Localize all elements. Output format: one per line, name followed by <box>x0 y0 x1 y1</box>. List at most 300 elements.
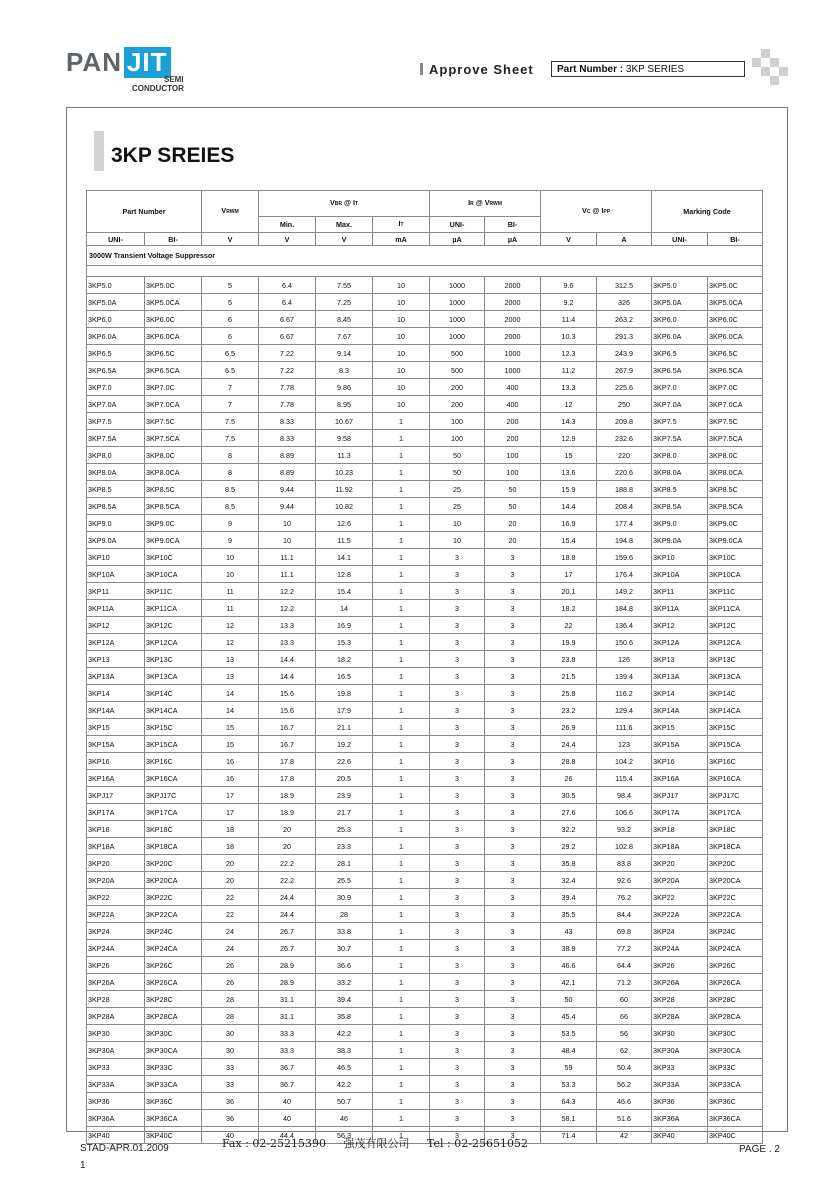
table-cell: 10.82 <box>316 498 373 515</box>
table-cell: 3KP18CA <box>708 838 763 855</box>
table-cell: 7 <box>202 396 259 413</box>
table-cell: 3KP7.5 <box>87 413 145 430</box>
table-cell: 33.2 <box>316 974 373 991</box>
table-cell: 3KP5.0A <box>652 294 708 311</box>
table-cell: 13.6 <box>541 464 597 481</box>
table-cell: 3KP13C <box>145 651 202 668</box>
table-cell: 23.3 <box>316 838 373 855</box>
table-cell: 3 <box>485 583 541 600</box>
table-cell: 3KP8.0C <box>708 447 763 464</box>
table-cell: 23.2 <box>541 702 597 719</box>
table-cell: 3KP14 <box>87 685 145 702</box>
table-cell: 3KP14A <box>87 702 145 719</box>
table-cell: 3KP11A <box>652 600 708 617</box>
table-cell: 7.22 <box>259 362 316 379</box>
table-cell: 3KP8.5CA <box>145 498 202 515</box>
table-cell: 3KP5.0 <box>652 277 708 294</box>
table-cell: 3KP8.5C <box>708 481 763 498</box>
table-row <box>87 770 763 787</box>
table-row <box>87 719 763 736</box>
table-cell: 19.8 <box>316 685 373 702</box>
th-ir: IR @ VRWM <box>430 191 541 217</box>
table-cell: 3KP22A <box>87 906 145 923</box>
table-cell: 3 <box>430 838 485 855</box>
table-cell: 3KP28A <box>652 1008 708 1025</box>
table-cell: 33.8 <box>316 923 373 940</box>
table-cell: 21.1 <box>316 719 373 736</box>
table-cell: 17.8 <box>259 753 316 770</box>
table-cell: 3KP16A <box>87 770 145 787</box>
table-cell: 51.6 <box>597 1110 652 1127</box>
table-cell: 6.67 <box>259 328 316 345</box>
table-cell: 17.9 <box>316 702 373 719</box>
table-cell: 7 <box>202 379 259 396</box>
table-cell: 3KP17CA <box>145 804 202 821</box>
table-cell: 10 <box>259 515 316 532</box>
table-row <box>87 991 763 1008</box>
table-cell: 3KP10CA <box>708 566 763 583</box>
table-cell: 1000 <box>430 277 485 294</box>
table-row <box>87 566 763 583</box>
footer-number: 1 <box>80 1160 86 1171</box>
table-cell: 20 <box>485 532 541 549</box>
table-row <box>87 702 763 719</box>
table-cell: 6.5 <box>202 345 259 362</box>
table-cell: 3KP12CA <box>708 634 763 651</box>
table-cell: 30.5 <box>541 787 597 804</box>
table-cell: 3KP15 <box>87 719 145 736</box>
table-cell: 3KP20C <box>145 855 202 872</box>
table-cell: 26.7 <box>259 940 316 957</box>
table-cell: 3 <box>430 753 485 770</box>
table-cell: 3KP7.0A <box>652 396 708 413</box>
table-cell: 6 <box>202 328 259 345</box>
table-cell: 31.1 <box>259 991 316 1008</box>
table-cell: 3KP15 <box>652 719 708 736</box>
table-cell: 9.86 <box>316 379 373 396</box>
table-cell: 53.3 <box>541 1076 597 1093</box>
table-cell: 56 <box>597 1025 652 1042</box>
table-cell: 40 <box>259 1110 316 1127</box>
table-cell: 400 <box>485 379 541 396</box>
table-cell: 46.5 <box>316 1059 373 1076</box>
table-cell: 10 <box>373 328 430 345</box>
table-cell: 3KP20A <box>87 872 145 889</box>
table-cell: 3KP15C <box>145 719 202 736</box>
table-cell: 46.6 <box>541 957 597 974</box>
table-cell: 3KP13A <box>87 668 145 685</box>
table-cell: 3KP18 <box>87 821 145 838</box>
table-cell: 3 <box>485 549 541 566</box>
table-cell: 3 <box>430 549 485 566</box>
table-cell: 3KP20CA <box>145 872 202 889</box>
table-cell: 3KP20 <box>652 855 708 872</box>
table-cell: 3KP15C <box>708 719 763 736</box>
table-cell: 3KP16C <box>708 753 763 770</box>
table-cell: 3KP8.5CA <box>708 498 763 515</box>
approve-sheet-label <box>420 62 534 77</box>
table-cell: 1 <box>373 855 430 872</box>
table-cell: 5 <box>202 294 259 311</box>
th-vbr: VBR @ IT <box>259 191 430 217</box>
table-cell: 3KP14C <box>145 685 202 702</box>
th-unit-v1: V <box>202 233 259 246</box>
table-cell: 1 <box>373 413 430 430</box>
table-cell: 15.6 <box>259 702 316 719</box>
table-cell: 3KP24CA <box>708 940 763 957</box>
table-cell: 3KP22C <box>708 889 763 906</box>
table-cell: 3KP26A <box>87 974 145 991</box>
table-cell: 18.9 <box>259 787 316 804</box>
table-cell: 3KP14CA <box>708 702 763 719</box>
table-cell: 3KP33A <box>87 1076 145 1093</box>
table-cell: 19.9 <box>541 634 597 651</box>
table-row <box>87 1059 763 1076</box>
table-cell: 10 <box>373 277 430 294</box>
table-row <box>87 685 763 702</box>
table-cell: 18 <box>202 821 259 838</box>
table-cell: 3KP36A <box>652 1110 708 1127</box>
table-cell: 3KP16 <box>87 753 145 770</box>
table-cell: 3 <box>430 566 485 583</box>
table-cell: 3KP30CA <box>708 1042 763 1059</box>
table-cell: 40 <box>259 1093 316 1110</box>
table-cell: 9 <box>202 532 259 549</box>
spec-table <box>86 190 763 1144</box>
table-cell: 1 <box>373 770 430 787</box>
table-cell: 10 <box>430 515 485 532</box>
table-cell: 50.4 <box>597 1059 652 1076</box>
table-cell: 7.22 <box>259 345 316 362</box>
table-cell: 1 <box>373 1042 430 1059</box>
table-cell: 3KP30 <box>652 1025 708 1042</box>
table-cell: 13 <box>202 651 259 668</box>
table-cell: 3KP14A <box>652 702 708 719</box>
table-cell: 3KP13CA <box>708 668 763 685</box>
table-cell: 48.4 <box>541 1042 597 1059</box>
table-cell: 3KP11C <box>145 583 202 600</box>
table-cell: 3KP22 <box>87 889 145 906</box>
table-cell: 8.33 <box>259 430 316 447</box>
table-cell: 3KP12A <box>87 634 145 651</box>
footer-doc-code: STAD-APR.01.2009 <box>80 1143 169 1154</box>
table-cell: 23.9 <box>316 787 373 804</box>
table-cell: 28.9 <box>259 957 316 974</box>
table-row <box>87 1042 763 1059</box>
table-cell: 46.6 <box>597 1093 652 1110</box>
table-cell: 1 <box>373 668 430 685</box>
table-cell: 3KP7.0C <box>708 379 763 396</box>
table-cell: 8.3 <box>316 362 373 379</box>
table-cell: 3KP33C <box>145 1059 202 1076</box>
table-cell: 3KP16A <box>652 770 708 787</box>
table-cell: 3 <box>485 1093 541 1110</box>
table-cell: 6.5 <box>202 362 259 379</box>
table-row <box>87 855 763 872</box>
table-cell: 3KP6.5 <box>652 345 708 362</box>
table-cell: 3KP26A <box>652 974 708 991</box>
table-cell: 3KP9.0CA <box>145 532 202 549</box>
table-row <box>87 974 763 991</box>
table-cell: 3KP18A <box>87 838 145 855</box>
table-cell: 3KP36 <box>87 1093 145 1110</box>
table-cell: 13.3 <box>259 617 316 634</box>
table-cell: 3KPJ17C <box>145 787 202 804</box>
table-cell: 3 <box>485 1127 541 1144</box>
table-cell: 3 <box>485 719 541 736</box>
table-cell: 3KP5.0CA <box>708 294 763 311</box>
table-cell: 5 <box>202 277 259 294</box>
table-cell: 3KP6.5CA <box>708 362 763 379</box>
table-cell: 3 <box>485 1076 541 1093</box>
table-cell: 3 <box>430 668 485 685</box>
table-cell: 3KP10CA <box>145 566 202 583</box>
table-cell: 100 <box>430 430 485 447</box>
th-vrwm: VRWM <box>202 191 259 233</box>
table-cell: 3KP6.0 <box>652 311 708 328</box>
table-cell: 3KP7.0 <box>652 379 708 396</box>
table-cell: 104.2 <box>597 753 652 770</box>
table-cell: 33 <box>202 1059 259 1076</box>
table-cell: 69.8 <box>597 923 652 940</box>
table-row <box>87 889 763 906</box>
table-cell: 3 <box>430 651 485 668</box>
table-cell: 93.2 <box>597 821 652 838</box>
table-cell: 3KP6.5 <box>87 345 145 362</box>
table-cell: 3KP20 <box>87 855 145 872</box>
table-cell: 22.2 <box>259 872 316 889</box>
table-cell: 116.2 <box>597 685 652 702</box>
table-cell: 3KP17A <box>87 804 145 821</box>
table-cell: 149.2 <box>597 583 652 600</box>
table-cell: 1 <box>373 906 430 923</box>
table-cell: 84.4 <box>597 906 652 923</box>
table-cell: 7.5 <box>202 430 259 447</box>
table-cell: 3KP9.0A <box>652 532 708 549</box>
table-row <box>87 447 763 464</box>
table-cell: 3KP14 <box>652 685 708 702</box>
table-cell: 3 <box>485 668 541 685</box>
table-row <box>87 804 763 821</box>
table-row <box>87 413 763 430</box>
footer-contact <box>222 1135 528 1151</box>
table-row <box>87 515 763 532</box>
table-cell: 22.6 <box>316 753 373 770</box>
table-cell: 35.5 <box>541 906 597 923</box>
table-cell: 3KP7.5A <box>87 430 145 447</box>
table-cell: 3KP22C <box>145 889 202 906</box>
table-cell: 1 <box>373 566 430 583</box>
table-cell: 3KP18C <box>708 821 763 838</box>
table-cell: 28 <box>316 906 373 923</box>
table-cell: 1 <box>373 1008 430 1025</box>
table-row <box>87 1008 763 1025</box>
table-cell: 11.2 <box>541 362 597 379</box>
table-cell: 3KP7.0 <box>87 379 145 396</box>
table-cell: 3KP12C <box>145 617 202 634</box>
table-row <box>87 396 763 413</box>
table-row <box>87 600 763 617</box>
table-cell: 200 <box>485 430 541 447</box>
table-cell: 232.6 <box>597 430 652 447</box>
table-cell: 3 <box>430 940 485 957</box>
table-cell: 14 <box>316 600 373 617</box>
table-cell: 1 <box>373 583 430 600</box>
table-cell: 12 <box>202 634 259 651</box>
table-cell: 12 <box>202 617 259 634</box>
table-cell: 10.23 <box>316 464 373 481</box>
table-cell: 18.2 <box>316 651 373 668</box>
table-cell: 33.3 <box>259 1025 316 1042</box>
table-row <box>87 583 763 600</box>
table-cell: 9.2 <box>541 294 597 311</box>
table-cell: 10 <box>373 294 430 311</box>
table-cell: 17 <box>202 787 259 804</box>
table-cell: 3KP36CA <box>708 1110 763 1127</box>
table-cell: 3 <box>485 753 541 770</box>
table-cell: 150.6 <box>597 634 652 651</box>
table-cell: 21.5 <box>541 668 597 685</box>
table-cell: 3KP5.0CA <box>145 294 202 311</box>
table-cell: 3 <box>485 872 541 889</box>
table-cell: 3KP33CA <box>708 1076 763 1093</box>
table-cell: 220.6 <box>597 464 652 481</box>
table-cell: 58.1 <box>541 1110 597 1127</box>
table-cell: 3 <box>430 702 485 719</box>
table-cell: 15.4 <box>541 532 597 549</box>
th-unit-a: A <box>597 233 652 246</box>
table-cell: 16.5 <box>316 668 373 685</box>
table-cell: 8 <box>202 464 259 481</box>
table-cell: 3KP26C <box>145 957 202 974</box>
table-cell: 111.6 <box>597 719 652 736</box>
table-cell: 44.4 <box>259 1127 316 1144</box>
table-cell: 3 <box>485 804 541 821</box>
th-unit-v4: V <box>541 233 597 246</box>
table-cell: 1 <box>373 889 430 906</box>
table-cell: 12 <box>541 396 597 413</box>
th-unit-ma: mA <box>373 233 430 246</box>
table-cell: 243.9 <box>597 345 652 362</box>
table-cell: 7.55 <box>316 277 373 294</box>
table-cell: 30.7 <box>316 940 373 957</box>
table-cell: 3 <box>430 1059 485 1076</box>
table-cell: 27.6 <box>541 804 597 821</box>
table-cell: 22 <box>202 889 259 906</box>
table-cell: 3KP33CA <box>145 1076 202 1093</box>
table-cell: 3 <box>485 685 541 702</box>
table-cell: 11.5 <box>316 532 373 549</box>
table-cell: 3 <box>430 872 485 889</box>
table-cell: 3 <box>430 685 485 702</box>
table-cell: 98.4 <box>597 787 652 804</box>
table-cell: 40 <box>202 1127 259 1144</box>
table-cell: 3KP36 <box>652 1093 708 1110</box>
table-cell: 3 <box>485 600 541 617</box>
table-cell: 3KP33A <box>652 1076 708 1093</box>
table-cell: 6.4 <box>259 294 316 311</box>
table-cell: 10 <box>373 311 430 328</box>
table-cell: 3KP15A <box>87 736 145 753</box>
table-cell: 39.4 <box>541 889 597 906</box>
table-cell: 3KP7.5 <box>652 413 708 430</box>
table-cell: 3KP11 <box>87 583 145 600</box>
table-cell: 3KP24C <box>708 923 763 940</box>
table-cell: 12.8 <box>316 566 373 583</box>
table-cell: 3KP9.0 <box>652 515 708 532</box>
table-cell: 28.8 <box>541 753 597 770</box>
table-cell: 16.7 <box>259 736 316 753</box>
table-cell: 3 <box>430 787 485 804</box>
table-cell: 8.33 <box>259 413 316 430</box>
table-cell: 50 <box>485 481 541 498</box>
table-cell: 3KP26C <box>708 957 763 974</box>
table-cell: 3KP9.0C <box>708 515 763 532</box>
th-uni: UNI- <box>87 233 145 246</box>
table-cell: 3KP8.5 <box>87 481 145 498</box>
table-cell: 3KP10C <box>708 549 763 566</box>
table-row <box>87 753 763 770</box>
table-cell: 15.3 <box>316 634 373 651</box>
table-cell: 24 <box>202 923 259 940</box>
table-cell: 3KP11CA <box>708 600 763 617</box>
table-row <box>87 906 763 923</box>
table-cell: 36.7 <box>259 1076 316 1093</box>
table-cell: 3 <box>485 906 541 923</box>
table-cell: 2000 <box>485 277 541 294</box>
table-cell: 33 <box>202 1076 259 1093</box>
table-cell: 1 <box>373 634 430 651</box>
table-cell: 25 <box>430 481 485 498</box>
table-cell: 200 <box>430 379 485 396</box>
table-cell: 10 <box>373 345 430 362</box>
table-cell: 3KP30A <box>652 1042 708 1059</box>
table-row <box>87 668 763 685</box>
decorative-squares-icon <box>752 49 788 85</box>
table-cell: 3KP8.0CA <box>145 464 202 481</box>
table-cell: 177.4 <box>597 515 652 532</box>
table-cell: 13.3 <box>259 634 316 651</box>
table-cell: 3KP18 <box>652 821 708 838</box>
table-cell: 3KP12CA <box>145 634 202 651</box>
table-row <box>87 294 763 311</box>
table-cell: 6.67 <box>259 311 316 328</box>
table-cell: 3KP33C <box>708 1059 763 1076</box>
table-cell: 9.58 <box>316 430 373 447</box>
table-cell: 1 <box>373 1059 430 1076</box>
table-cell: 3KP7.5A <box>652 430 708 447</box>
table-cell: 500 <box>430 345 485 362</box>
table-cell: 3KP9.0A <box>87 532 145 549</box>
table-cell: 3KP8.0 <box>652 447 708 464</box>
table-cell: 1000 <box>485 345 541 362</box>
table-cell: 3KP8.0CA <box>708 464 763 481</box>
table-cell: 3KP24 <box>652 923 708 940</box>
table-cell: 100 <box>485 447 541 464</box>
table-cell: 30 <box>202 1025 259 1042</box>
table-cell: 3KP18CA <box>145 838 202 855</box>
table-cell: 11.4 <box>541 311 597 328</box>
table-cell: 50 <box>430 464 485 481</box>
table-cell: 39.4 <box>316 991 373 1008</box>
table-cell: 15 <box>202 736 259 753</box>
table-cell: 12.6 <box>316 515 373 532</box>
table-cell: 3KP24 <box>87 923 145 940</box>
table-cell: 16 <box>202 770 259 787</box>
table-cell: 66 <box>597 1008 652 1025</box>
table-cell: 1 <box>373 804 430 821</box>
table-cell: 3KP36C <box>708 1093 763 1110</box>
